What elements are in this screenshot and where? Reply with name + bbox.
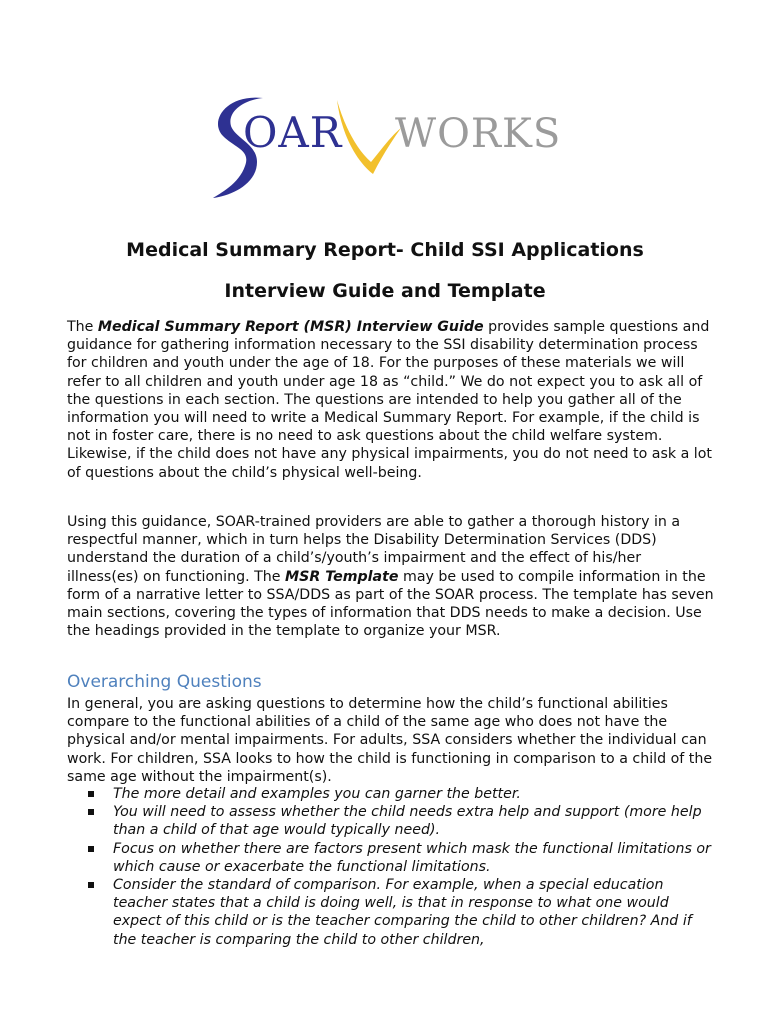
square-bullet-icon (88, 791, 94, 797)
square-bullet-icon (88, 882, 94, 888)
list-item-text: Consider the standard of comparison. For example, when a special education teacher states that a child is doing well, is that in response to what one would expect of this child or is the teacher comparing the child to other children? And if the teacher is comparing the child to other children, (113, 877, 692, 948)
document-subtitle: Interview Guide and Template (224, 280, 546, 302)
logo-word-left: OAR (243, 108, 343, 157)
list-item (67, 840, 717, 876)
soar-works-logo-graphic (205, 92, 575, 204)
soar-works-logo (205, 92, 575, 204)
intro-text-post: provides sample questions and guidance for gathering information necessary to the SSI disability determination process for children and youth under the age of 18. For the purposes of these materials we will refer to all children and youth under age 18 as “child.” We do not expect you to ask all of the questions in each section. The questions are intended to help you gather all of the information you will need to write a Medical Summary Report. For example, if the child is not in foster care, there is no need to ask questions about the child welfare system. Likewise, if the child does not have any physical impairments, you do not need to ask a lot of questions about the child’s physical well-being. (67, 319, 712, 481)
guidance-bullet-list (67, 785, 717, 949)
document-title: Medical Summary Report- Child SSI Applications (126, 239, 644, 261)
list-item-text: Focus on whether there are factors present which mask the functional limitations or which cause or exacerbate the functional limitations. (113, 840, 711, 875)
section-heading: Overarching Questions (67, 672, 262, 692)
guidance-emphasis: MSR Template (285, 568, 399, 585)
list-item-text: The more detail and examples you can garner the better. (113, 786, 521, 802)
list-item (67, 785, 717, 803)
overarching-paragraph: In general, you are asking questions to determine how the child’s functional abilities compare to the functional abilities of a child of the same age who does not have the physical and/or mental impairments. For adults, SSA considers whether the individual can work. For children, SSA looks to how the child is functioning in comparison to a child of the same age without the impairment(s). (67, 696, 713, 785)
guidance-paragraph (67, 513, 717, 640)
list-item (67, 876, 717, 949)
intro-emphasis: Medical Summary Report (MSR) Interview Guide (97, 319, 484, 335)
intro-paragraph (67, 318, 717, 482)
guidance-text-post: may be used to compile information in the form of a narrative letter to SSA/DDS as part of the SOAR process. The template has seven main sections, covering the types of information that DDS needs to make a decision. Use the headings provided in the template to organize your MSR. (67, 568, 714, 640)
square-bullet-icon (88, 809, 94, 815)
logo-word-right: WORKS (395, 111, 562, 157)
intro-text-pre: The (67, 319, 98, 335)
list-item (67, 803, 717, 839)
logo-swoosh (337, 100, 401, 174)
square-bullet-icon (88, 846, 94, 852)
list-item-text: You will need to assess whether the child needs extra help and support (more help than a child of that age would typically need). (113, 804, 702, 839)
guidance-text-pre: Using this guidance, SOAR-trained providers are able to gather a thorough history in a respectful manner, which in turn helps the Disability Determination Services (DDS) understand the duration of a child’s/youth’s impairment and the effect of his/her illness(es) on functioning. The (67, 514, 681, 585)
